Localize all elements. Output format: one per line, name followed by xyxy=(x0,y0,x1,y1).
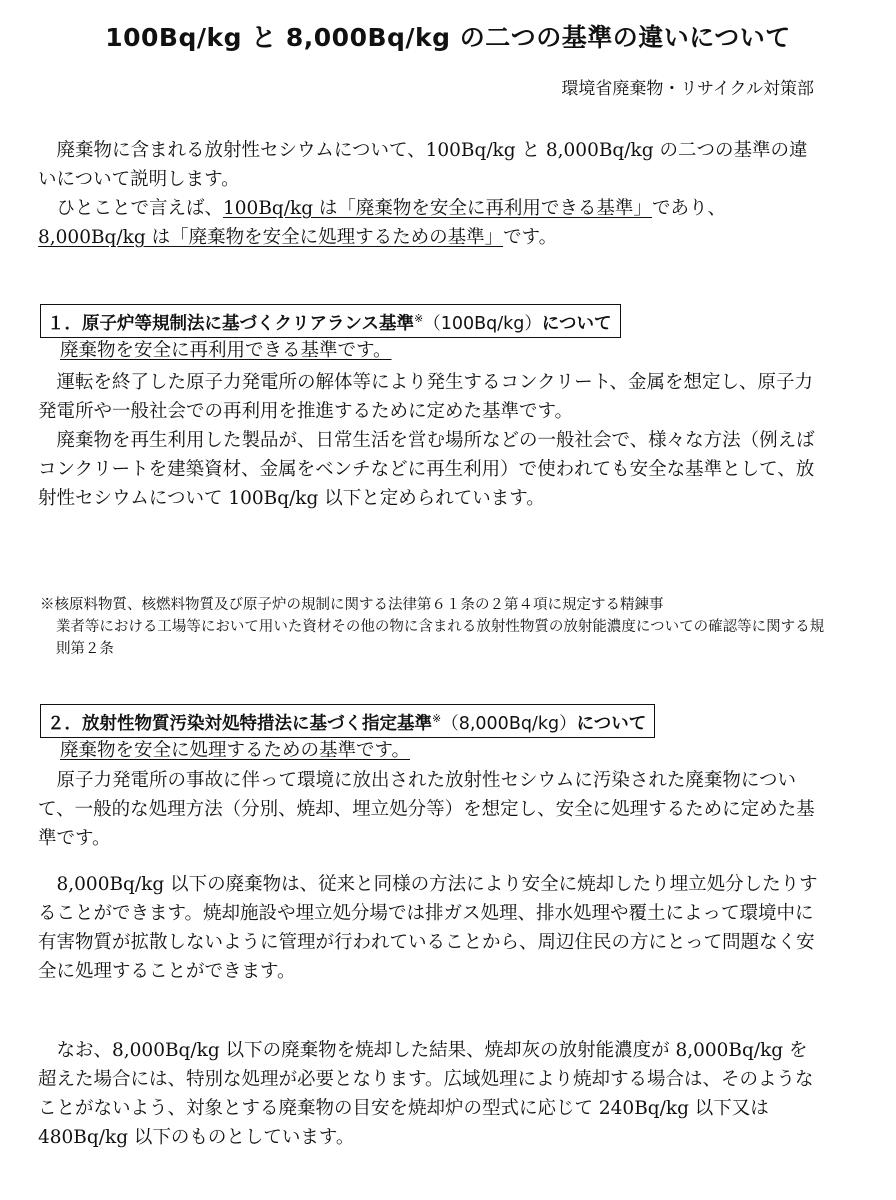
intro-text-c: です。 xyxy=(503,227,558,248)
intro-paragraph-2 xyxy=(38,194,818,252)
intro-text-b: であり、 xyxy=(651,198,726,219)
section-1-note-mark: ※ xyxy=(413,312,424,325)
page-title: 100Bq/kg と 8,000Bq/kg の二つの基準の違いについて xyxy=(105,23,791,52)
section-1-footnote xyxy=(40,594,830,660)
section-1-heading-text: １．原子炉等規制法に基づくクリアランス基準 xyxy=(47,314,414,334)
section-1-paragraph-1: 運転を終了した原子力発電所の解体等により発生するコンクリート、金属を想定し、原子力発電所や一般社会での再利用を推進するために定めた基準です。 xyxy=(38,372,813,422)
reuse-standard-phrase: 100Bq/kg は「廃棄物を安全に再利用できる基準」 xyxy=(223,198,652,219)
section-2-heading-text: ２．放射性物質汚染対処特措法に基づく指定基準 xyxy=(47,714,432,734)
section-1-heading xyxy=(40,304,621,338)
section-1-paragraph-2: 廃棄物を再生利用した製品が、日常生活を営む場所などの一般社会で、様々な方法（例えばコンクリートを建築資材、金属をベンチなどに再生利用）で使われても安全な基準として、放射性セシウムについて 100Bq/kg 以下と定められています。 xyxy=(38,430,815,509)
section-1-value: （100Bq/kg） xyxy=(423,314,542,334)
section-2-paragraph-3: なお、8,000Bq/kg 以下の廃棄物を焼却した結果、焼却灰の放射能濃度が 8,000Bq/kg を超えた場合には、特別な処理が必要となります。広域処理により焼却する場合は、そのようなことがないよう、対象とする廃棄物の目安を焼却炉の型式に応じて 240Bq/kg 以下又は 480Bq/kg 以下のものとしています。 xyxy=(38,1040,814,1148)
section-2-subtitle: 廃棄物を安全に処理するための基準です。 xyxy=(60,740,411,761)
section-2-paragraph-1: 原子力発電所の事故に伴って環境に放出された放射性セシウムに汚染された廃棄物について、一般的な処理方法（分別、焼却、埋立処分等）を想定し、安全に処理するために定めた基準です。 xyxy=(38,770,815,849)
section-2-paragraph-2: 8,000Bq/kg 以下の廃棄物は、従来と同様の方法により安全に焼却したり埋立処分したりすることができます。焼却施設や埋立処分場では排ガス処理、排水処理や覆土によって環境中に有害物質が拡散しないように管理が行われていることから、周辺住民の方にとって問題なく安全に処理することができます。 xyxy=(38,874,818,982)
section-1-subtitle: 廃棄物を安全に再利用できる基準です。 xyxy=(60,340,392,361)
section-1-heading-end: について xyxy=(541,314,612,334)
intro-paragraph-1: 廃棄物に含まれる放射性セシウムについて、100Bq/kg と 8,000Bq/kg の二つの基準の違いについて説明します。 xyxy=(38,140,808,190)
section-2-heading-end: について xyxy=(576,714,647,734)
footnote-rest: 業者等における工場等において用いた資材その他の物に含まれる放射性物質の放射能濃度についての確認等に関する規則第２条 xyxy=(55,619,825,657)
department-name: 環境省廃棄物・リサイクル対策部 xyxy=(561,79,814,99)
section-2-heading xyxy=(40,704,655,738)
section-2-value: （8,000Bq/kg） xyxy=(441,714,577,734)
intro-text-a: ひとことで言えば、 xyxy=(56,198,224,219)
footnote-first-line: ※核原料物質、核燃料物質及び原子炉の規制に関する法律第６１条の２第４項に規定する精錬事 xyxy=(40,597,664,613)
disposal-standard-phrase: 8,000Bq/kg は「廃棄物を安全に処理するための基準」 xyxy=(38,227,504,248)
section-2-note-mark: ※ xyxy=(432,712,442,725)
